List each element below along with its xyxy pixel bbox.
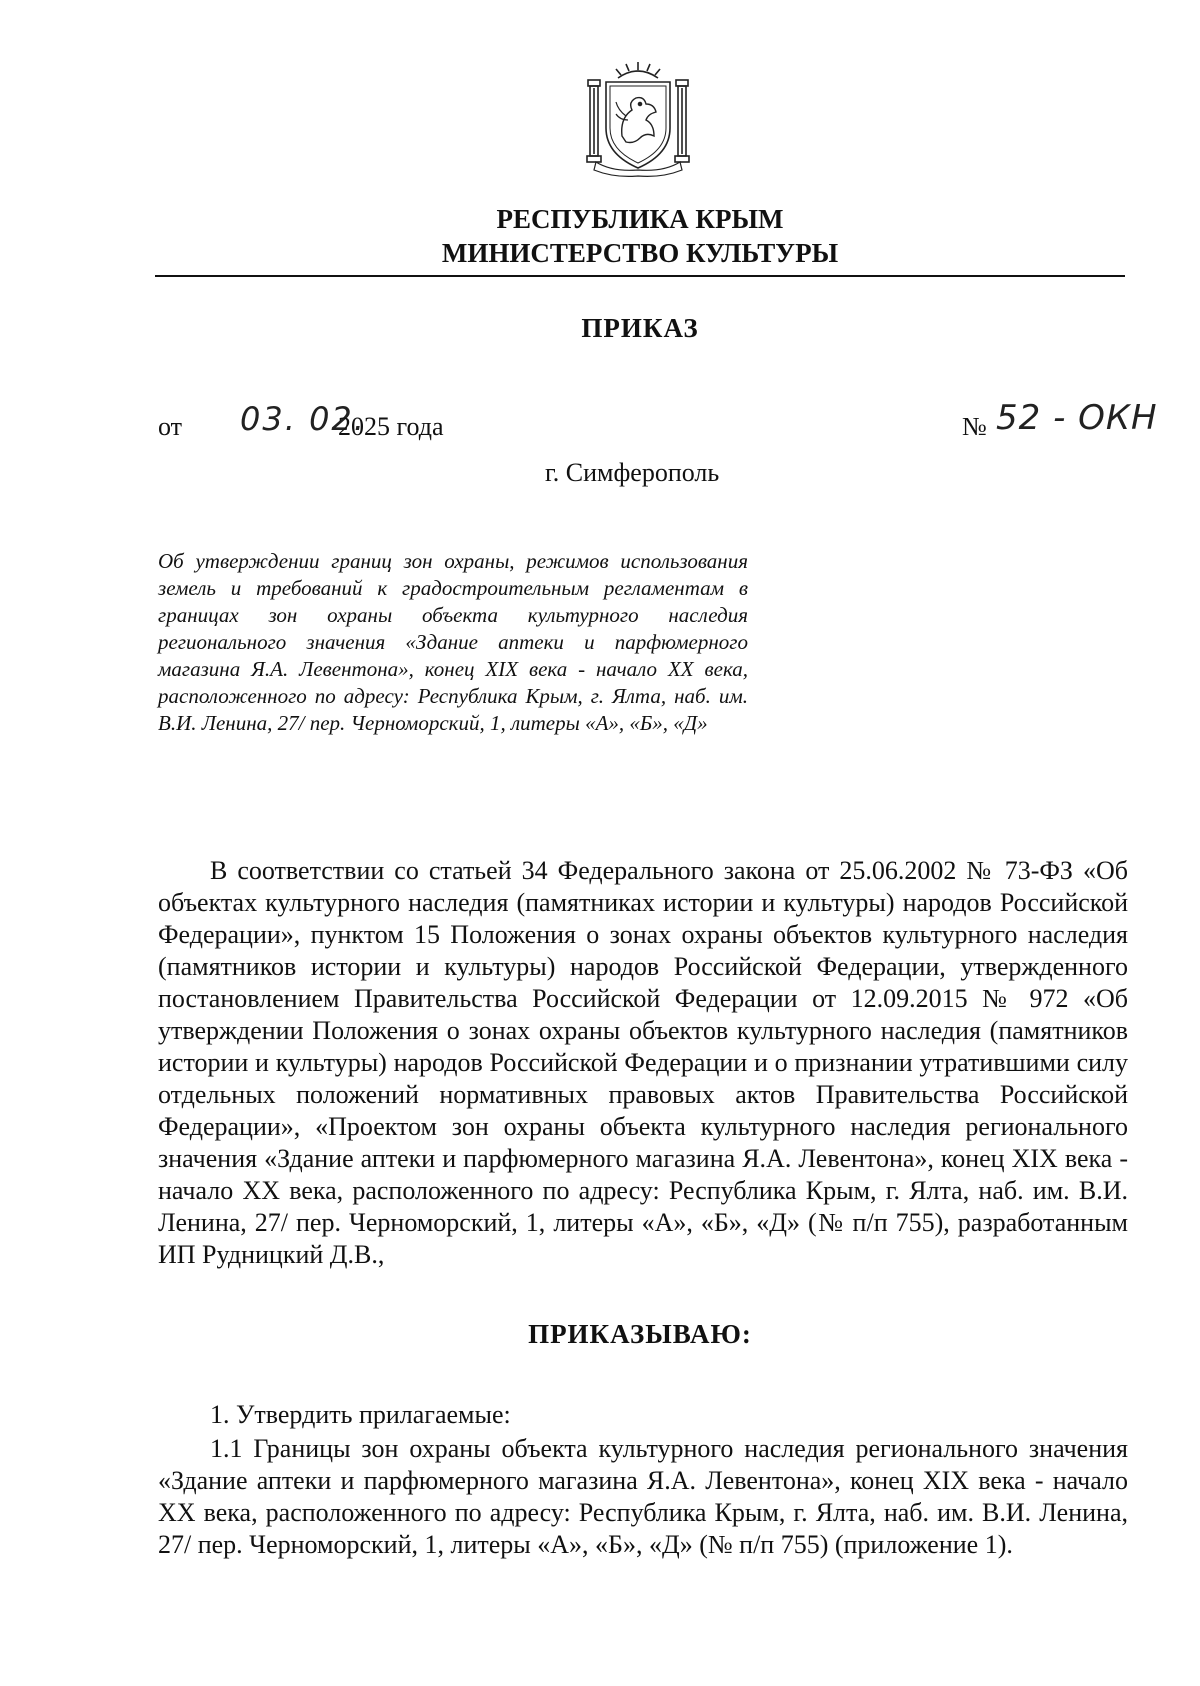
republic-title: РЕСПУБЛИКА КРЫМ [496, 204, 784, 234]
ministry-title: МИНИСТЕРСТВО КУЛЬТУРЫ [441, 238, 839, 268]
city: г. Симферополь [545, 458, 720, 487]
item-1: 1. Утвердить прилагаемые: [210, 1400, 511, 1429]
decree-heading: ПРИКАЗЫВАЮ: [528, 1319, 752, 1349]
order-title: ПРИКАЗ [581, 313, 699, 343]
date-prefix: от [158, 412, 183, 441]
preamble-paragraph: В соответствии со статьей 34 Федерального закона от 25.06.2002 № 73-ФЗ «Об объектах культурного наследия (памятниках истории и культуры) народов Российской Федерации», пунктом 15 Положения о зонах охраны объектов культурного наследия (памятников истории и культуры) народов Российской Федерации, утвержденного постановлением Правительства Российской Федерации от 12.09.2015 № 972 «Об утверждении Положения о зонах охраны объектов культурного наследия (памятников истории и культуры) народов Российской Федерации и о признании утратившими силу отдельных положений нормативных правовых актов Правительства Российской Федерации», «Проектом зон охраны объекта культурного наследия регионального значения «Здание аптеки и парфюмерного магазина Я.А. Левентона», конец XIX века - начало XX века, расположенного по адресу: Республика Крым, г. Ялта, наб. им. В.И. Ленина, 27/ пер. Черноморский, 1, литеры «А», «Б», «Д» (№ п/п 755), разработанным ИП Рудницкий Д.В., [158, 856, 1128, 1269]
date-handwritten: 03. 02. [240, 400, 366, 438]
order-subject: Об утверждении границ зон охраны, режимов использования земель и требований к градостроительным регламентам в границах зон охраны объекта культурного наследия регионального значения «Здание аптеки и парфюмерного магазина Я.А. Левентона», конец XIX века - начало XX века, расположенного по адресу: Республика Крым, г. Ялта, наб. им. В.И. Ленина, 27/ пер. Черноморский, 1, литеры «А», «Б», «Д» [158, 549, 748, 735]
header-divider [155, 275, 1125, 277]
crimea-coat-of-arms-icon [582, 58, 694, 178]
item-1-1: 1.1 Границы зон охраны объекта культурного наследия регионального значения «Здание аптеки и парфюмерного магазина Я.А. Левентона», конец XIX века - начало XX века, расположенного по адресу: Республика Крым, г. Ялта, наб. им. В.И. Ленина, 27/ пер. Черноморский, 1, литеры «А», «Б», «Д» (№ п/п 755) (приложение 1). [158, 1434, 1128, 1559]
date-suffix: 2025 года [338, 412, 444, 441]
order-number-label: № [962, 412, 987, 441]
order-number-handwritten: 52 - ОКН [996, 398, 1158, 438]
